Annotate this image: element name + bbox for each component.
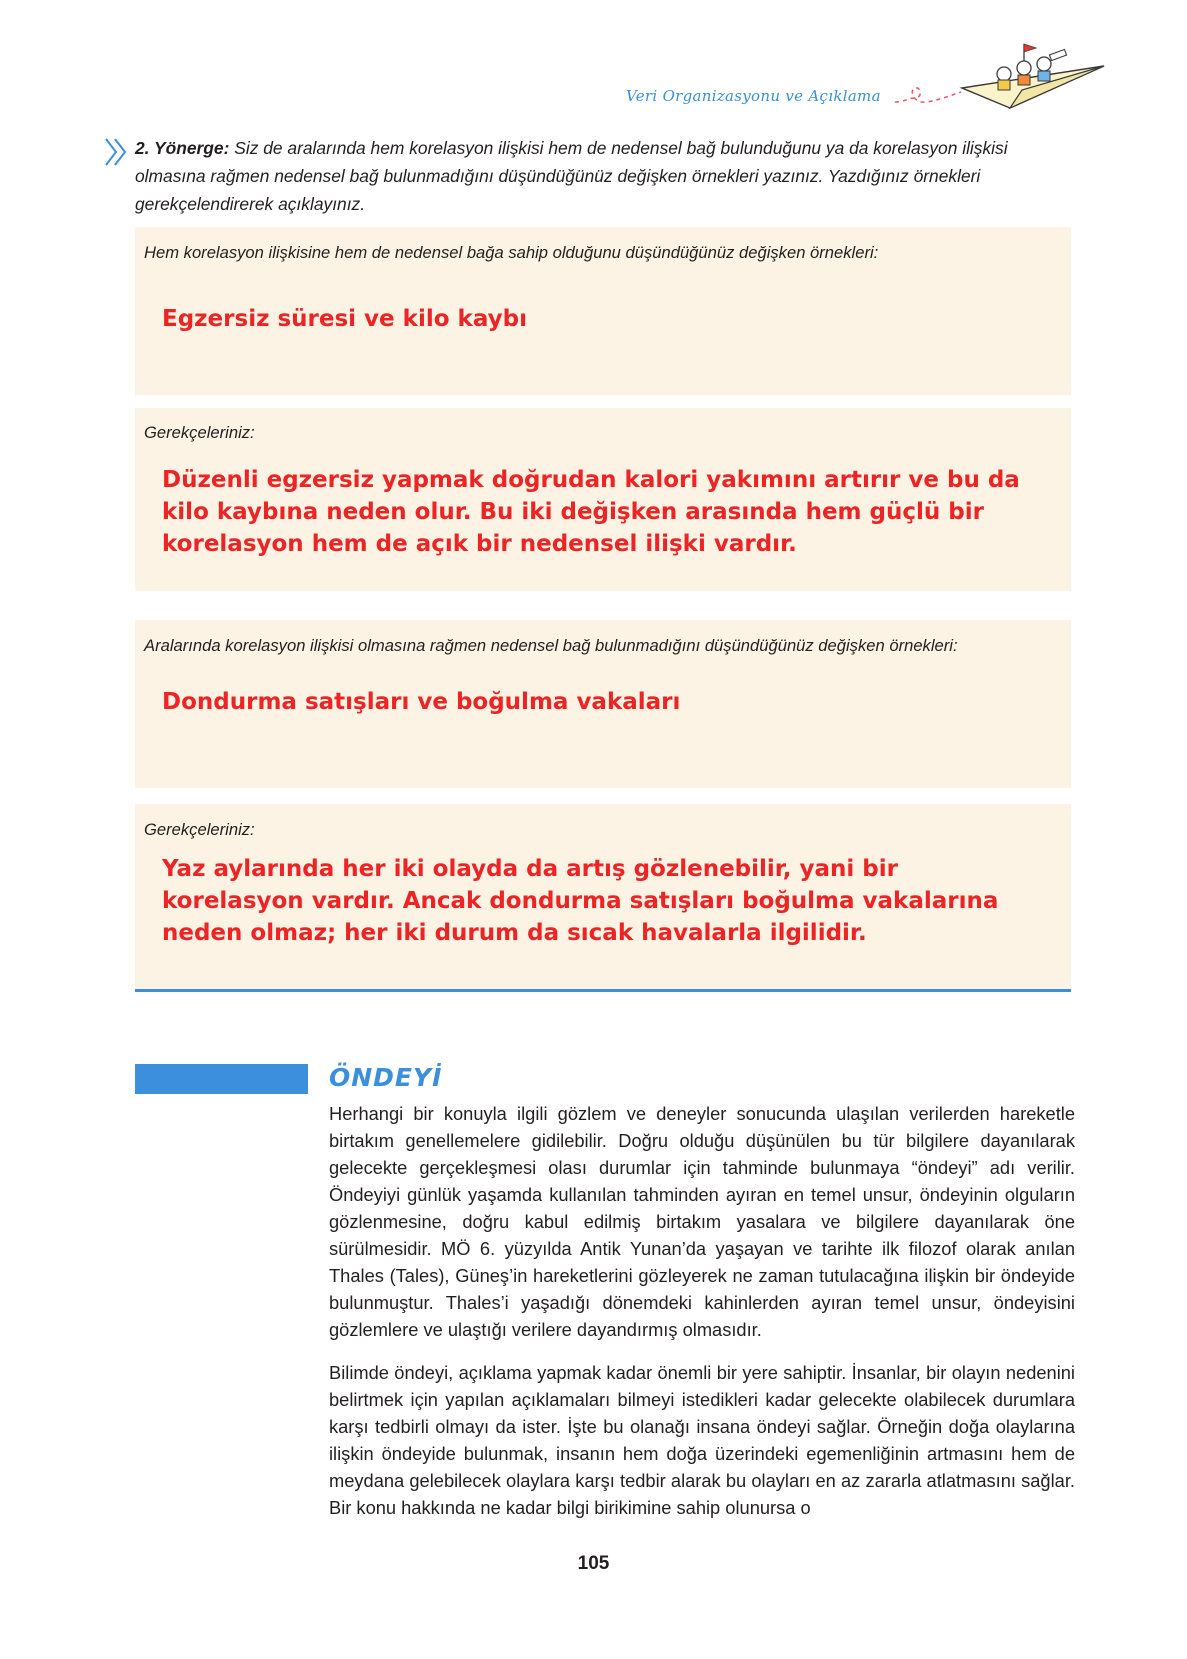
section-accent-bar	[135, 1064, 308, 1094]
chapter-header-title: Veri Organizasyonu ve Açıklama	[626, 87, 881, 105]
instruction-lead: 2. Yönerge:	[135, 138, 230, 158]
answer-box-correlation-reasons	[135, 804, 1071, 989]
answer-box-correlation-examples	[135, 620, 1071, 788]
box-label: Hem korelasyon ilişkisine hem de nedensel bağa sahip olduğunu düşündüğünüz değişken örnekleri:	[144, 243, 879, 262]
handwritten-answer: Yaz aylarında her iki olayda da artış gözlenebilir, yani bir korelasyon vardır. Ancak dondurma satışları boğulma vakalarına neden olmaz; her iki durum da sıcak havalarla ilgilidir.	[162, 856, 999, 946]
answer-box-causal-reasons	[135, 408, 1071, 591]
section-paragraph: Herhangi bir konuyla ilgili gözlem ve deneyler sonucunda ulaşılan verilerden hareketle birtakım genellemelere gidilebilir. Doğru olduğu düşünülen bu tür bilgilere dayanılarak gelecekte gerçekleşmesi olası durumlar için tahminde bulunmaya “öndeyi” adı verilir. Öndeyiyi günlük yaşamda kullanılan tahminden ayıran en temel unsur, öndeyinin olguların gözlenmesine, doğru kabul edilmiş birtakım yasalara ve bilgilere dayanılarak öne sürülmesidir. MÖ 6. yüzyılda Antik Yunan’da yaşayan ve tarihte ilk filozof olarak anılan Thales (Tales), Güneş’in hareketlerini gözleyerek ne zaman tutulacağına ilişkin bir öndeyide bulunmuştur. Thales’i yaşadığı dönemdeki kahinlerden ayıran temel unsur, öndeyisini gözlemlere ve ulaştığı verilere dayandırmış olmasıdır.	[329, 1103, 1075, 1340]
instruction-text	[135, 134, 1075, 218]
section-title: ÖNDEYİ	[329, 1063, 443, 1092]
section-paragraph: Bilimde öndeyi, açıklama yapmak kadar önemli bir yere sahiptir. İnsanlar, bir olayın nedenini belirtmek için yapılan açıklamaları bilmeyi istedikleri kadar gelecekte olabilecek durumlara karşı tedbirli olmayı da ister. İşte bu olanağı insana öndeyi sağlar. Örneğin doğa olaylarına ilişkin öndeyide bulunmak, insanın hem doğa üzerindeki egemenliğinin artmasını hem de meydana gelebilecek olaylara karşı tedbir alarak bu olayları en az zararla atlatmasını sağlar. Bir konu hakkında ne kadar bilgi birikimine sahip olunursa o	[329, 1362, 1075, 1518]
box-label: Gerekçeleriniz:	[144, 820, 255, 839]
page-number: 105	[577, 1553, 610, 1574]
answer-box-causal-examples	[135, 227, 1071, 395]
section-divider	[135, 989, 1071, 992]
double-chevron-right-icon	[103, 137, 129, 167]
paper-plane-illustration	[958, 40, 1108, 110]
dashed-trail-decoration	[893, 82, 963, 112]
box-label: Gerekçeleriniz:	[144, 423, 255, 442]
instruction-body: Siz de aralarında hem korelasyon ilişkisi hem de nedensel bağ bulunduğunu ya da korelasyon ilişkisi olmasına rağmen nedensel bağ bulunmadığını düşündüğünüz değişken örnekleri yazınız. Yazdığınız örnekleri gerekçelendirerek açıklayınız.	[135, 138, 1008, 214]
handwritten-answer: Dondurma satışları ve boğulma vakaları	[162, 689, 681, 715]
handwritten-answer: Düzenli egzersiz yapmak doğrudan kalori yakımını artırır ve bu da kilo kaybına neden olur. Bu iki değişken arasında hem güçlü bir korelasyon hem de açık bir nedensel ilişki vardır.	[162, 467, 1020, 557]
handwritten-answer: Egzersiz süresi ve kilo kaybı	[162, 306, 527, 332]
box-label: Aralarında korelasyon ilişkisi olmasına rağmen nedensel bağ bulunmadığını düşündüğünüz değişken örnekleri:	[144, 636, 958, 655]
